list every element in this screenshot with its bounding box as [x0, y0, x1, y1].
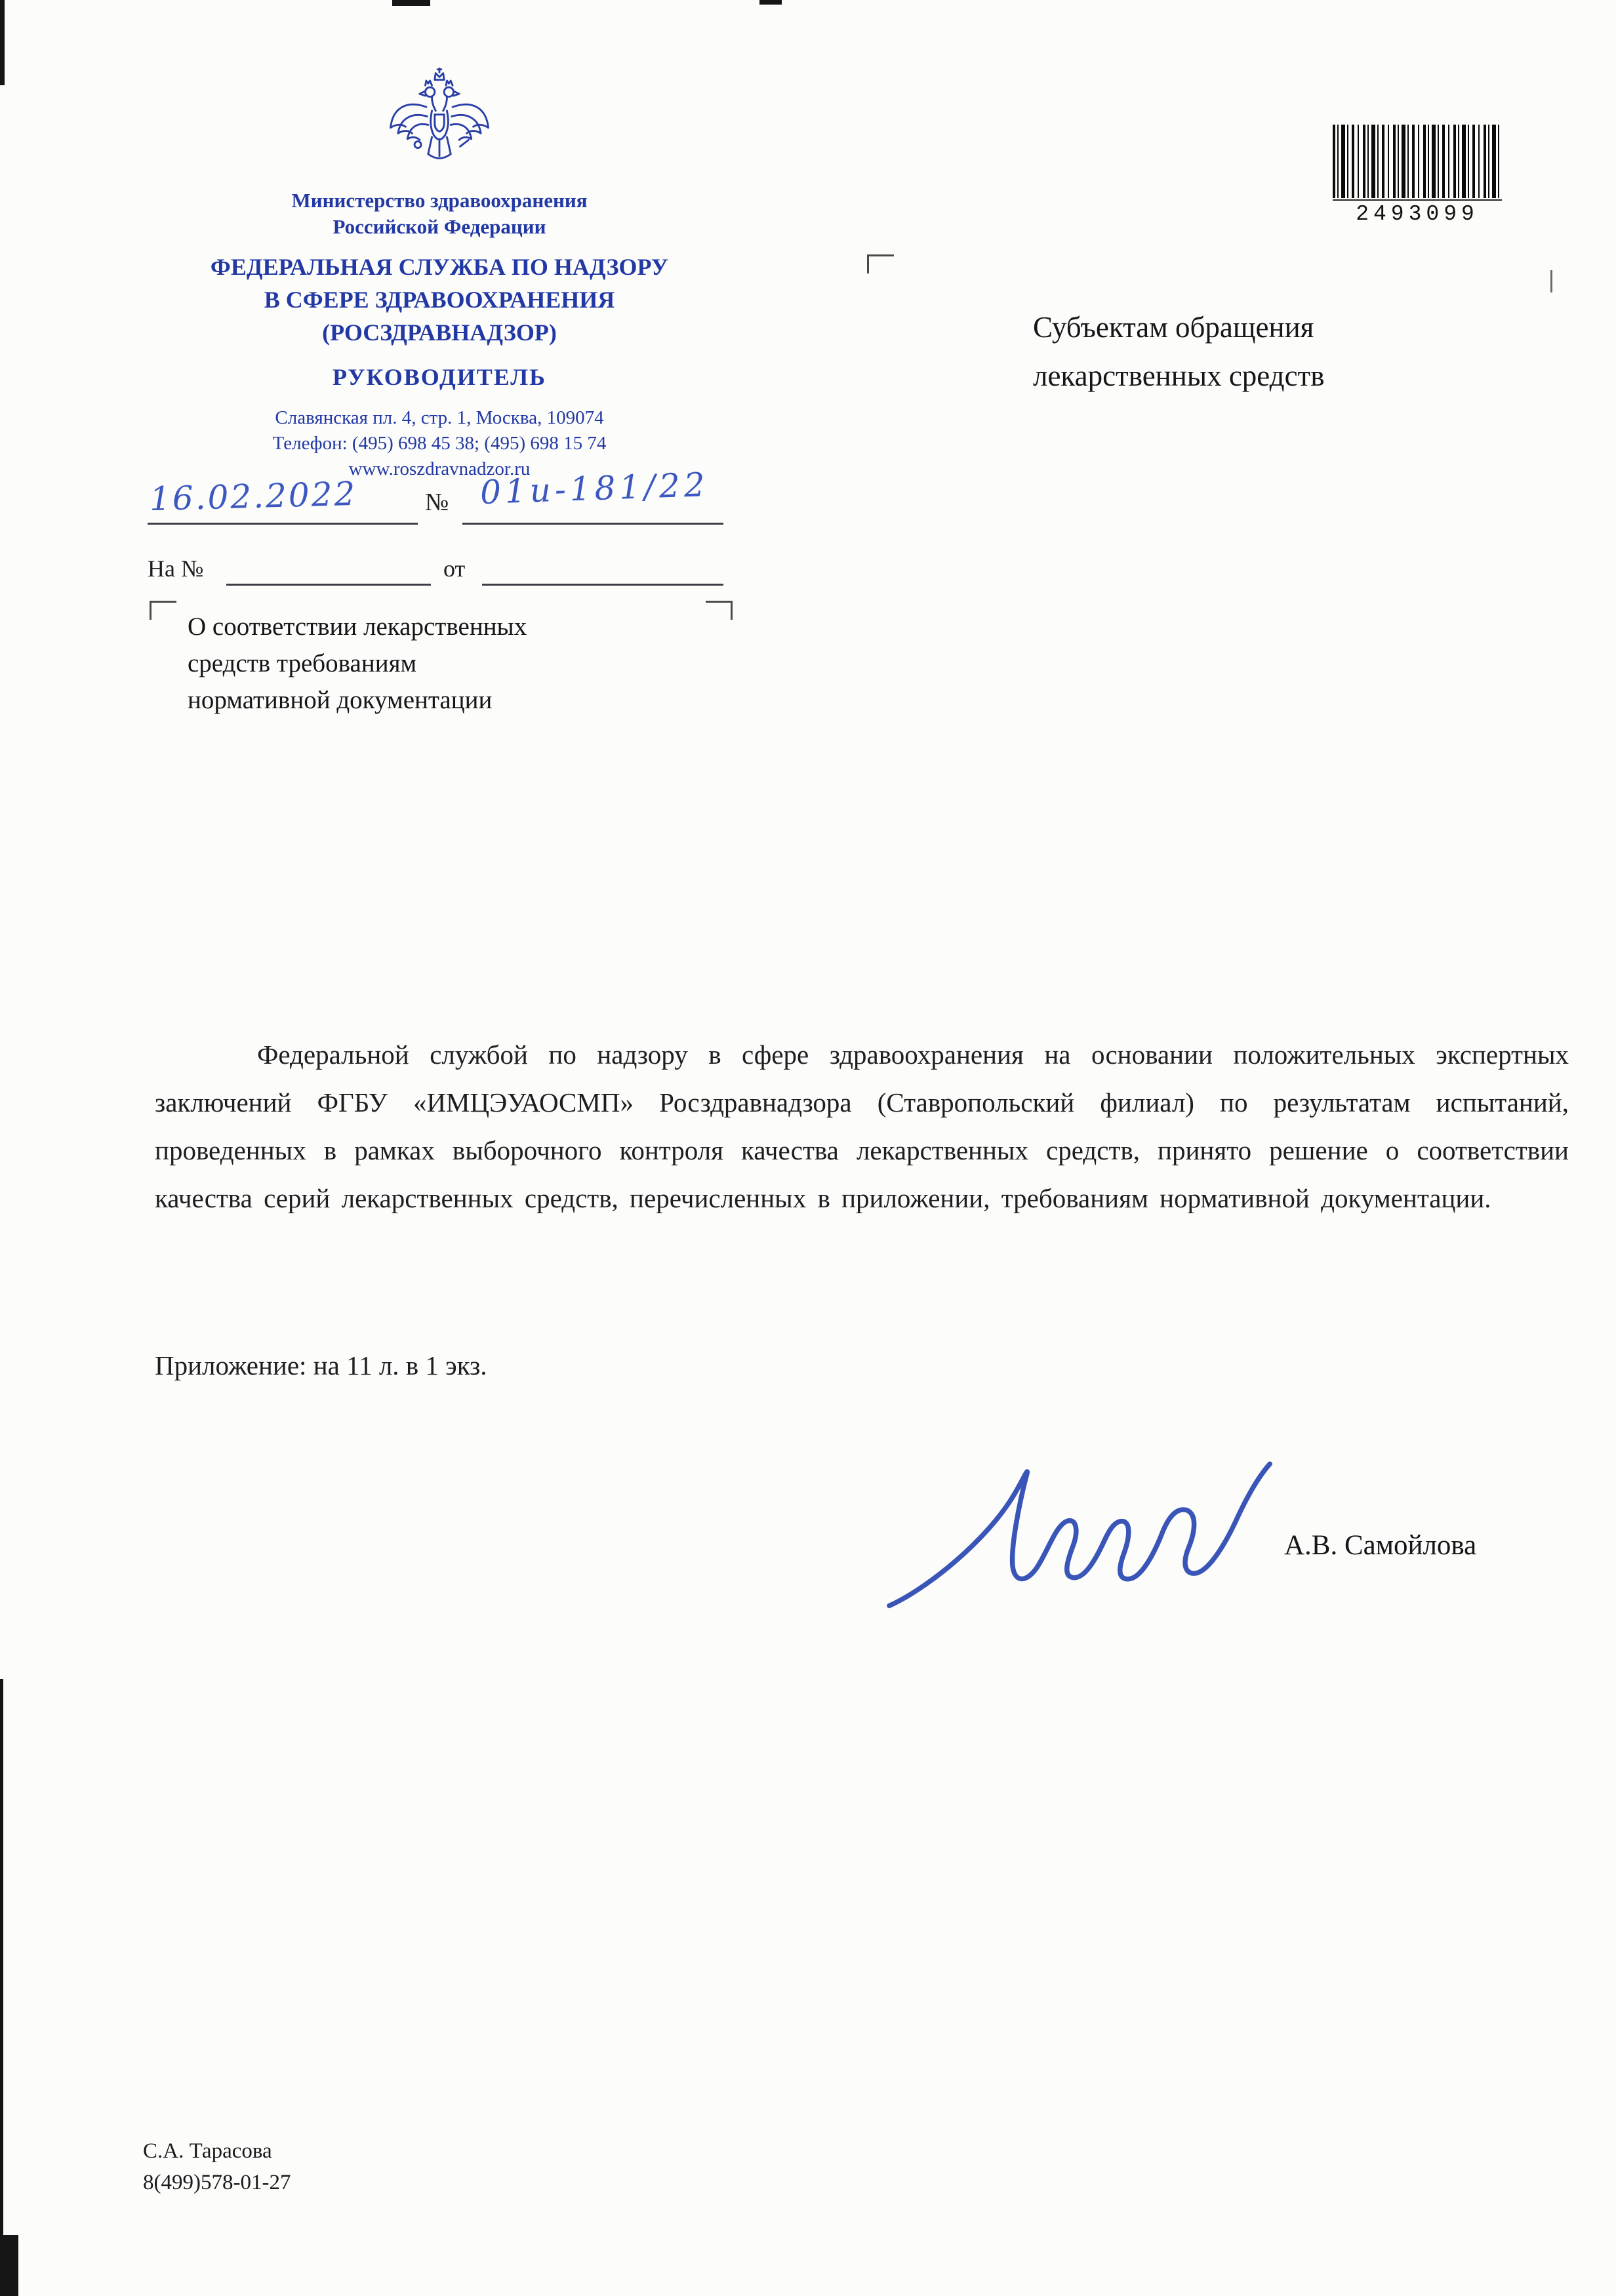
recipient-corner-mark [867, 254, 894, 273]
recipient-line-1: Субъектам обращения [1033, 311, 1314, 344]
letterhead-address: Славянская пл. 4, стр. 1, Москва, 109074 [275, 407, 604, 428]
recipient-corner-mark [1550, 270, 1552, 292]
handwritten-signature-icon [882, 1443, 1276, 1611]
date-blank-line [148, 523, 418, 525]
service-line-3: (РОСЗДРАВНАДЗОР) [322, 319, 557, 346]
body-paragraph: Федеральной службой по надзору в сфере здравоохранения на основании положительных экспертных заключений ФГБУ «ИМЦЭУАОСМП» Росздравнадзора (Ставропольский филиал) по результатам испытаний, проведенных в рамках выборочного контроля качества лекарственных средств, принято решение о соответствии качества серий лекарственных средств, перечисленных в приложении, требованиям нормативной документации. [155, 1039, 1569, 1213]
signer-role: РУКОВОДИТЕЛЬ [333, 364, 546, 390]
service-name [111, 251, 767, 349]
letterhead-phone: Телефон: (495) 698 45 38; (495) 698 15 74 [272, 433, 607, 454]
reply-to-number-label: На № [148, 555, 204, 582]
handwritten-date: 16.02.2022 [149, 474, 357, 519]
subject-corner-mark [150, 601, 176, 620]
recipient-block [1033, 303, 1324, 400]
scan-artifact [0, 2235, 18, 2296]
scan-artifact [392, 0, 430, 6]
handwritten-number: 01и-181/22 [479, 465, 710, 512]
reply-from-label: от [443, 555, 466, 582]
attachment-note: Приложение: на 11 л. в 1 экз. [155, 1350, 487, 1380]
coat-of-arms-icon [383, 66, 496, 182]
signer-name: А.В. Самойлова [1284, 1530, 1477, 1561]
subject-line-1: О соответствии лекарственных [188, 613, 527, 641]
service-line-1: ФЕДЕРАЛЬНАЯ СЛУЖБА ПО НАДЗОРУ [210, 254, 669, 280]
barcode-number: 2493099 [1333, 199, 1502, 226]
letterhead-website: www.roszdravnadzor.ru [348, 458, 531, 479]
executor-block [143, 2135, 291, 2198]
scan-artifact [0, 1679, 3, 2296]
executor-phone: 8(499)578-01-27 [143, 2171, 291, 2194]
ministry-line-1: Министерство здравоохранения [291, 189, 588, 212]
reply-date-blank-line [482, 584, 723, 586]
number-blank-line [462, 523, 723, 525]
letterhead [111, 66, 767, 482]
number-sign: № [425, 489, 449, 516]
service-line-2: В СФЕРЕ ЗДРАВООХРАНЕНИЯ [264, 287, 615, 313]
subject-corner-mark [706, 601, 733, 620]
reply-number-blank-line [226, 584, 431, 586]
subject-line-2: средств требованиям [188, 649, 417, 677]
executor-name: С.А. Тарасова [143, 2139, 272, 2163]
ministry-name [111, 188, 767, 240]
barcode [1333, 125, 1502, 226]
scan-artifact [759, 0, 782, 5]
recipient-line-2: лекарственных средств [1033, 359, 1325, 392]
subject-block [188, 609, 527, 719]
ministry-line-2: Российской Федерации [333, 215, 546, 238]
scan-artifact [0, 0, 5, 85]
barcode-bars-icon [1333, 125, 1502, 198]
subject-line-3: нормативной документации [188, 686, 493, 714]
